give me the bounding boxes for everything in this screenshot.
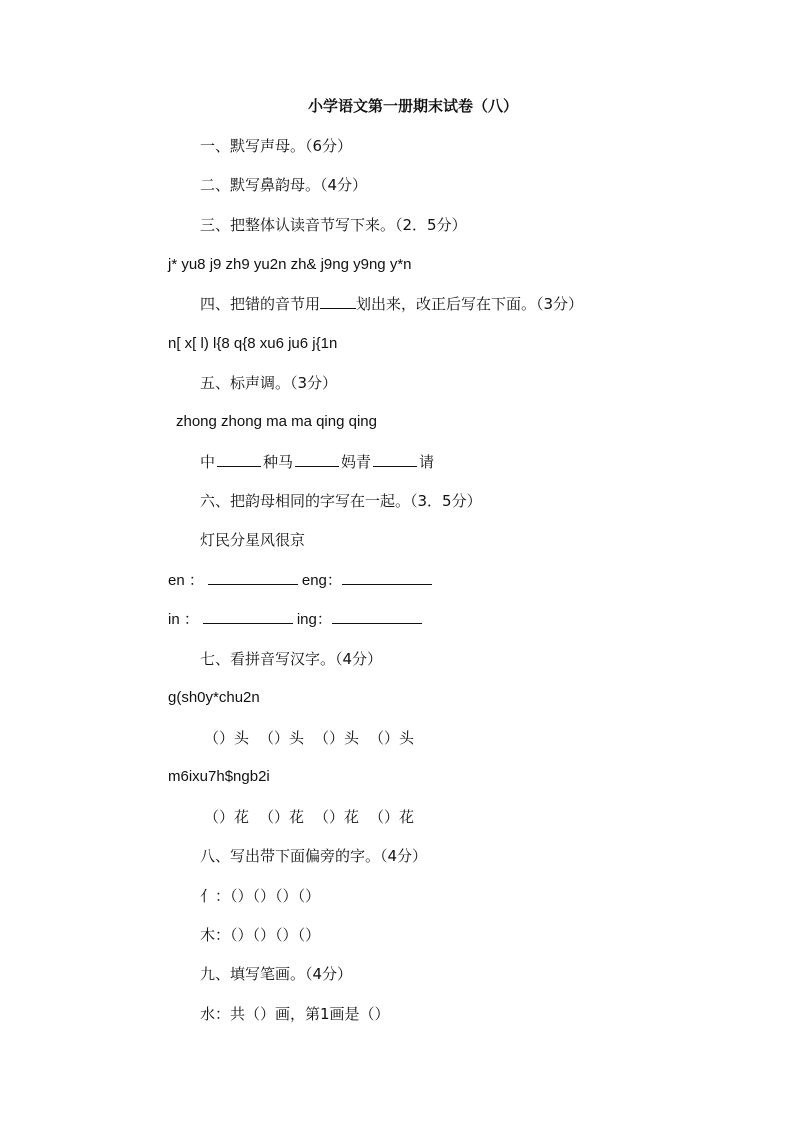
answer-slot: （）头 [369,729,415,747]
question-7-pinyin-2: m6ixu7h$ngb2i [168,768,270,785]
label-ing: ing： [296,611,332,628]
question-6-chars: 灯民分星风很京 [200,531,306,549]
answer-slot: （）头 [314,729,360,747]
answer-slot: （）花 [314,808,360,826]
underline-blank [320,294,356,309]
question-8: 八、写出带下面偏旁的字。（4分） [200,847,428,865]
answer-slot: （） [230,926,253,944]
question-3-pinyin: j* yu8 j9 zh9 yu2n zh& j9ng y9ng y*n [168,256,412,273]
question-7-row-1 [204,728,414,748]
question-4-text-after: 划出来，改正后写在下面。（3分） [356,295,584,313]
question-6: 六、把韵母相同的字写在一起。（3．5分） [200,492,482,510]
answer-slot: （）花 [259,808,305,826]
question-9: 九、填写笔画。（4分） [200,965,353,983]
tone-char-2: 种马 [263,453,294,471]
label-en: en ： [168,572,204,589]
label-in: in ： [168,611,199,628]
question-7-row-2 [204,807,414,827]
answer-blank [203,609,293,624]
question-8-row-1 [200,886,320,906]
dash-line [217,456,261,467]
dash-line [295,456,339,467]
question-6-in-row [168,609,422,629]
label-eng: eng： [301,572,342,589]
answer-slot: （） [275,887,298,905]
question-6-en-row [168,570,432,590]
answer-blank [208,570,298,585]
question-9-line: 水：共（）画，第1画是（） [200,1005,390,1023]
answer-slot: （） [275,926,298,944]
question-8-row-2 [200,925,320,945]
question-5: 五、标声调。（3分） [200,374,338,392]
answer-slot: （）头 [259,729,305,747]
question-1: 一、默写声母。（6分） [200,137,353,155]
dash-line [373,456,417,467]
question-5-tone-line [200,452,434,472]
tone-char-1: 中 [200,453,216,471]
answer-slot: （） [252,926,276,944]
answer-slot: （）花 [204,808,250,826]
answer-blank [342,570,432,585]
radical-label: 亻： [200,887,231,905]
question-5-pinyin: zhong zhong ma ma qing qing [176,413,377,430]
question-4-text-before: 四、把错的音节用 [200,295,321,313]
question-2: 二、默写鼻韵母。（4分） [200,176,368,194]
question-7-pinyin-1: g(sh0y*chu2n [168,689,260,706]
answer-slot: （） [297,926,321,944]
exam-title: 小学语文第一册期末试卷（八） [308,97,519,115]
question-4-pinyin: n[ x[ l) l{8 q{8 xu6 ju6 j{1n [168,335,338,352]
answer-slot: （） [230,887,253,905]
question-4 [200,294,583,314]
question-3: 三、把整体认读音节写下来。（2．5分） [200,216,467,234]
tone-char-3: 妈青 [341,453,372,471]
answer-slot: （）头 [204,729,250,747]
answer-blank [332,609,422,624]
answer-slot: （） [252,887,276,905]
answer-slot: （）花 [369,808,415,826]
radical-label: 木： [200,926,231,944]
question-7: 七、看拼音写汉字。（4分） [200,650,383,668]
tone-char-4: 请 [419,453,435,471]
answer-slot: （） [297,887,321,905]
